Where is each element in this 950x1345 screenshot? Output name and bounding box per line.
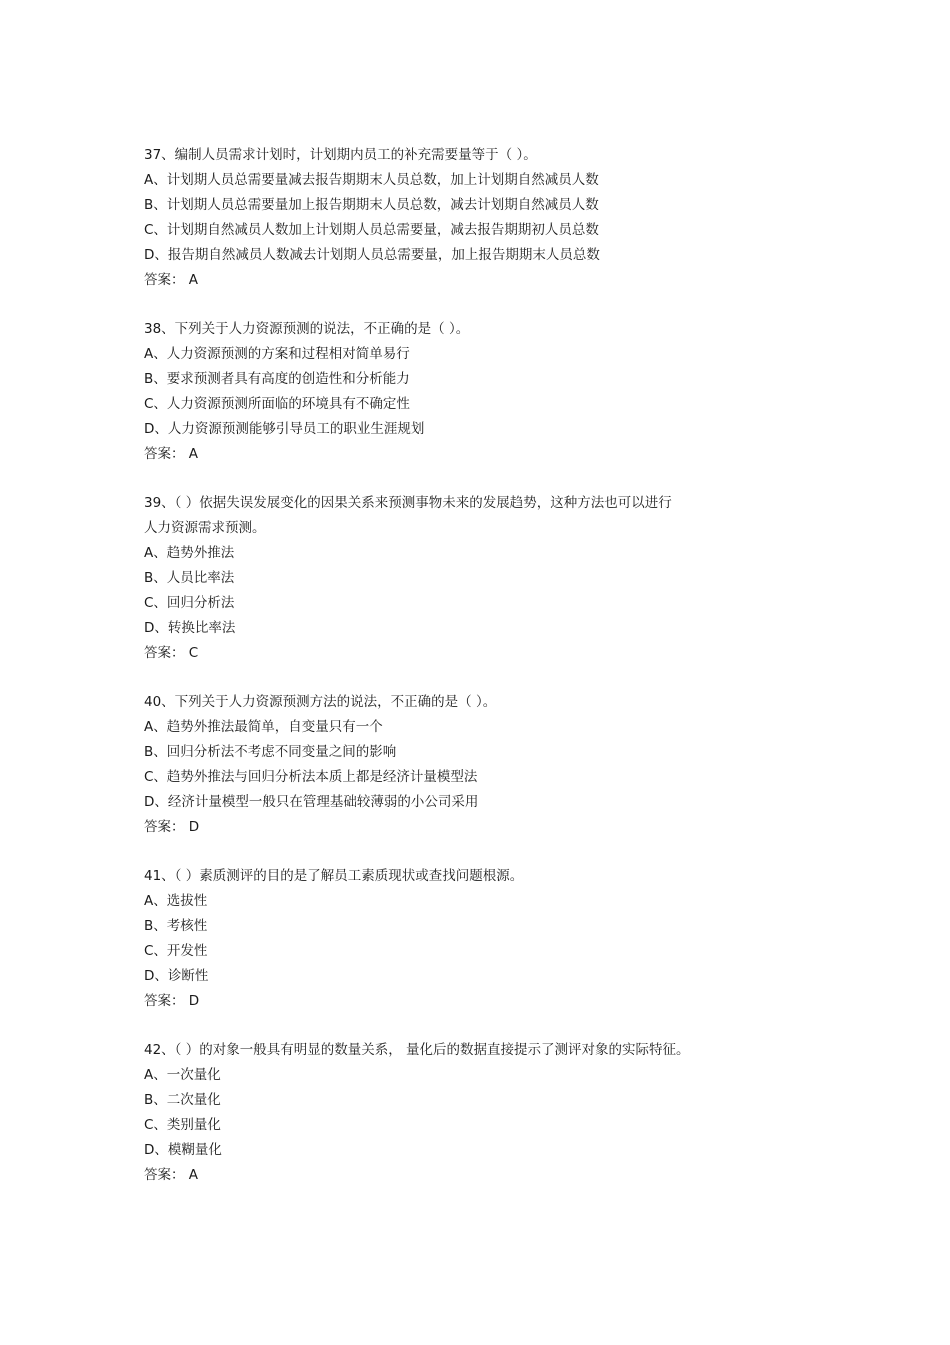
option-a: A、选拔性	[144, 893, 208, 909]
option-a: A、人力资源预测的方案和过程相对简单易行	[144, 346, 410, 362]
answer-line: 答案： C	[144, 645, 199, 661]
question-39	[144, 491, 844, 665]
option-c: C、类别量化	[144, 1117, 221, 1133]
option-b: B、回归分析法不考虑不同变量之间的影响	[144, 744, 397, 760]
answer-line: 答案： A	[144, 446, 199, 462]
answer-line: 答案： D	[144, 993, 200, 1009]
option-b: B、要求预测者具有高度的创造性和分析能力	[144, 371, 410, 387]
option-a: A、计划期人员总需要量减去报告期期末人员总数，加上计划期自然减员人数	[144, 172, 599, 188]
answer-line: 答案： D	[144, 819, 200, 835]
option-d: D、报告期自然减员人数减去计划期人员总需要量，加上报告期期末人员总数	[144, 247, 600, 263]
question-42	[144, 1038, 844, 1187]
option-b: B、考核性	[144, 918, 208, 934]
answer-line: 答案： A	[144, 1167, 199, 1183]
option-c: C、趋势外推法与回归分析法本质上都是经济计量模型法	[144, 769, 478, 785]
question-stem: 37、编制人员需求计划时，计划期内员工的补充需要量等于（ ）。	[144, 147, 537, 163]
option-d: D、诊断性	[144, 968, 209, 984]
question-38	[144, 317, 844, 466]
document-page	[144, 143, 844, 1212]
question-37	[144, 143, 844, 292]
question-stem: 42、（ ）的对象一般具有明显的数量关系， 量化后的数据直接提示了测评对象的实际特征。	[144, 1042, 690, 1058]
question-stem: 39、（ ）依据失误发展变化的因果关系来预测事物未来的发展趋势，这种方法也可以进行	[144, 495, 672, 511]
option-c: C、开发性	[144, 943, 208, 959]
question-stem: 40、下列关于人力资源预测方法的说法，不正确的是（ ）。	[144, 694, 497, 710]
option-a: A、趋势外推法最简单，自变量只有一个	[144, 719, 383, 735]
option-c: C、计划期自然减员人数加上计划期人员总需要量，减去报告期期初人员总数	[144, 222, 599, 238]
option-d: D、转换比率法	[144, 620, 236, 636]
option-a: A、一次量化	[144, 1067, 221, 1083]
question-stem: 41、（ ）素质测评的目的是了解员工素质现状或查找问题根源。	[144, 868, 524, 884]
question-stem-continued: 人力资源需求预测。	[144, 520, 266, 536]
answer-line: 答案： A	[144, 272, 199, 288]
question-stem: 38、下列关于人力资源预测的说法，不正确的是（ ）。	[144, 321, 470, 337]
option-d: D、经济计量模型一般只在管理基础较薄弱的小公司采用	[144, 794, 479, 810]
question-41	[144, 864, 844, 1013]
question-40	[144, 690, 844, 839]
option-d: D、模糊量化	[144, 1142, 222, 1158]
option-c: C、人力资源预测所面临的环境具有不确定性	[144, 396, 410, 412]
option-b: B、二次量化	[144, 1092, 221, 1108]
option-d: D、人力资源预测能够引导员工的职业生涯规划	[144, 421, 425, 437]
option-c: C、回归分析法	[144, 595, 235, 611]
option-b: B、人员比率法	[144, 570, 235, 586]
option-a: A、趋势外推法	[144, 545, 235, 561]
option-b: B、计划期人员总需要量加上报告期期末人员总数，减去计划期自然减员人数	[144, 197, 599, 213]
